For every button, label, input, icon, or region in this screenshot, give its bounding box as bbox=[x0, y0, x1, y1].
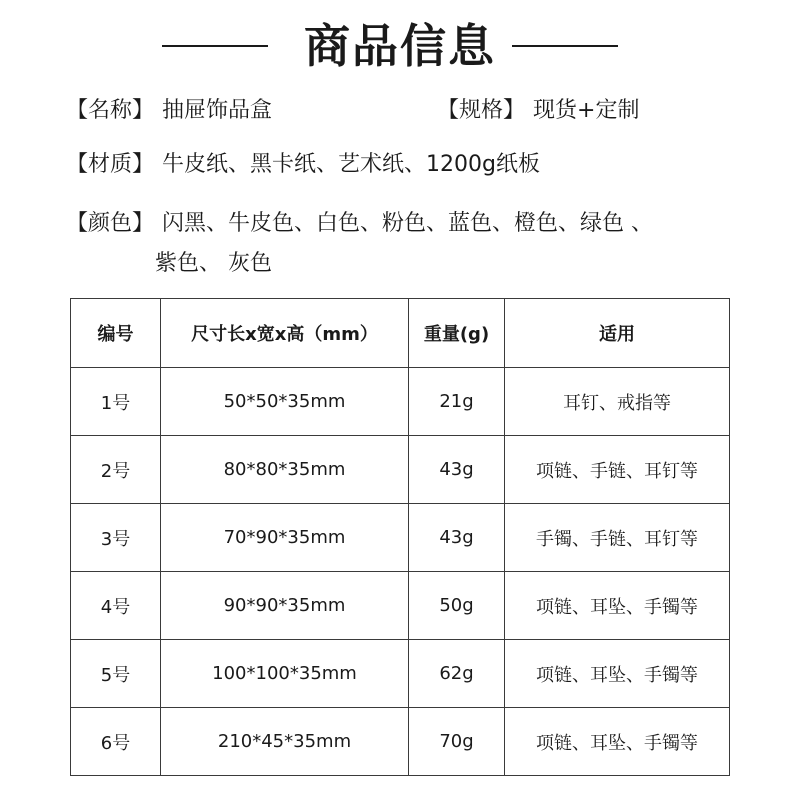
cell-usage: 项链、耳坠、手镯等 bbox=[505, 572, 730, 640]
table-header-row bbox=[71, 299, 730, 368]
size-table bbox=[70, 298, 730, 776]
page-header bbox=[0, 14, 800, 78]
info-material-value: 牛皮纸、黑卡纸、艺术纸、1200g纸板 bbox=[162, 152, 540, 177]
title-divider-left bbox=[162, 45, 268, 47]
header-usage: 适用 bbox=[505, 299, 730, 368]
table-row bbox=[71, 572, 730, 640]
cell-number: 1号 bbox=[71, 368, 161, 436]
info-name-value: 抽屉饰品盒 bbox=[162, 98, 273, 123]
info-color-value-continued: 紫色、 灰色 bbox=[155, 251, 272, 276]
table-row bbox=[71, 368, 730, 436]
cell-size: 70*90*35mm bbox=[161, 504, 409, 572]
cell-number: 4号 bbox=[71, 572, 161, 640]
cell-size: 90*90*35mm bbox=[161, 572, 409, 640]
info-spec-label: 【规格】 bbox=[437, 98, 526, 123]
info-name-row bbox=[66, 96, 272, 126]
info-spec-value: 现货+定制 bbox=[533, 98, 640, 123]
table-row bbox=[71, 436, 730, 504]
info-color-row-continued bbox=[155, 249, 272, 279]
info-material-label: 【材质】 bbox=[66, 152, 155, 177]
cell-usage: 耳钉、戒指等 bbox=[505, 368, 730, 436]
table-row bbox=[71, 504, 730, 572]
header-weight: 重量(g) bbox=[409, 299, 505, 368]
cell-usage: 手镯、手链、耳钉等 bbox=[505, 504, 730, 572]
cell-number: 2号 bbox=[71, 436, 161, 504]
table-row bbox=[71, 708, 730, 776]
page-title: 商品信息 bbox=[304, 19, 496, 73]
cell-size: 80*80*35mm bbox=[161, 436, 409, 504]
cell-weight: 62g bbox=[409, 640, 505, 708]
info-material-row bbox=[66, 150, 540, 180]
cell-weight: 43g bbox=[409, 504, 505, 572]
cell-weight: 43g bbox=[409, 436, 505, 504]
info-color-label: 【颜色】 bbox=[66, 211, 155, 236]
header-size: 尺寸长x宽x高（mm） bbox=[161, 299, 409, 368]
cell-usage: 项链、手链、耳钉等 bbox=[505, 436, 730, 504]
info-color-row bbox=[66, 209, 653, 239]
cell-number: 6号 bbox=[71, 708, 161, 776]
cell-weight: 21g bbox=[409, 368, 505, 436]
cell-usage: 项链、耳坠、手镯等 bbox=[505, 640, 730, 708]
title-divider-right bbox=[512, 45, 618, 47]
cell-size: 50*50*35mm bbox=[161, 368, 409, 436]
cell-number: 3号 bbox=[71, 504, 161, 572]
cell-size: 100*100*35mm bbox=[161, 640, 409, 708]
table-row bbox=[71, 640, 730, 708]
cell-usage: 项链、耳坠、手镯等 bbox=[505, 708, 730, 776]
cell-weight: 50g bbox=[409, 572, 505, 640]
info-spec-row bbox=[437, 96, 639, 126]
cell-size: 210*45*35mm bbox=[161, 708, 409, 776]
info-name-label: 【名称】 bbox=[66, 98, 155, 123]
cell-number: 5号 bbox=[71, 640, 161, 708]
header-number: 编号 bbox=[71, 299, 161, 368]
cell-weight: 70g bbox=[409, 708, 505, 776]
info-color-value: 闪黑、牛皮色、白色、粉色、蓝色、橙色、绿色 、 bbox=[162, 211, 654, 236]
